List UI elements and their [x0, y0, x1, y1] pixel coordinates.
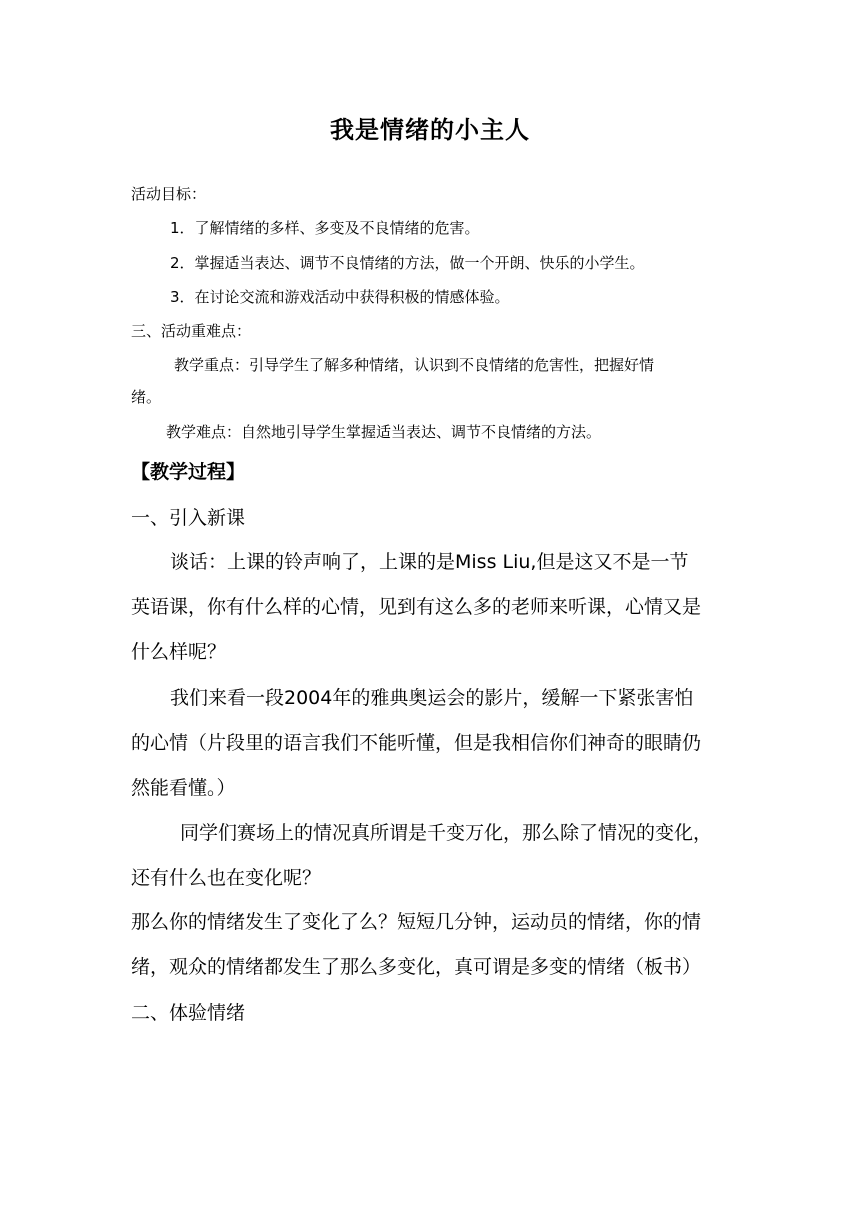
teaching-difficulty: 教学难点：自然地引导学生掌握适当表达、调节不良情绪的方法。 — [166, 423, 602, 441]
process-heading: 【教学过程】 — [131, 461, 246, 483]
goals-heading: 活动目标： — [131, 185, 207, 203]
paragraph-2-line-2: 的心情（片段里的语言我们不能听懂，但是我相信你们神奇的眼睛仍 — [131, 732, 702, 754]
goal-item-3: 3．在讨论交流和游戏活动中获得积极的情感体验。 — [170, 288, 510, 306]
paragraph-1-line-2: 英语课，你有什么样的心情，见到有这么多的老师来听课，心情又是 — [131, 596, 702, 618]
goal-item-2: 2．掌握适当表达、调节不良情绪的方法，做一个开朗、快乐的小学生。 — [170, 254, 645, 272]
paragraph-3-line-2: 还有什么也在变化呢？ — [131, 867, 322, 889]
paragraph-1-line-3: 什么样呢？ — [131, 641, 227, 663]
key-points-heading: 三、活动重难点： — [131, 322, 252, 340]
section-heading-experience: 二、体验情绪 — [131, 1002, 246, 1024]
paragraph-4-line-1: 那么你的情绪发生了变化了么？短短几分钟，运动员的情绪，你的情 — [131, 911, 702, 933]
paragraph-4-line-2: 绪，观众的情绪都发生了那么多变化，真可谓是多变的情绪（板书） — [131, 956, 702, 978]
paragraph-2-line-1: 我们来看一段2004年的雅典奥运会的影片，缓解一下紧张害怕 — [170, 687, 694, 709]
goal-item-1: 1．了解情绪的多样、多变及不良情绪的危害。 — [170, 219, 480, 237]
paragraph-3-line-1: 同学们赛场上的情况真所谓是千变万化，那么除了情况的变化， — [180, 822, 713, 844]
paragraph-2-line-3: 然能看懂。） — [131, 777, 236, 799]
teaching-focus-line-1: 教学重点：引导学生了解多种情绪，认识到不良情绪的危害性，把握好情 — [174, 356, 655, 374]
paragraph-1-line-1: 谈话：上课的铃声响了，上课的是Miss Liu,但是这又不是一节 — [170, 551, 689, 573]
section-heading-intro: 一、引入新课 — [131, 507, 246, 529]
document-title: 我是情绪的小主人 — [330, 116, 530, 144]
teaching-focus-line-2: 绪。 — [131, 388, 162, 406]
